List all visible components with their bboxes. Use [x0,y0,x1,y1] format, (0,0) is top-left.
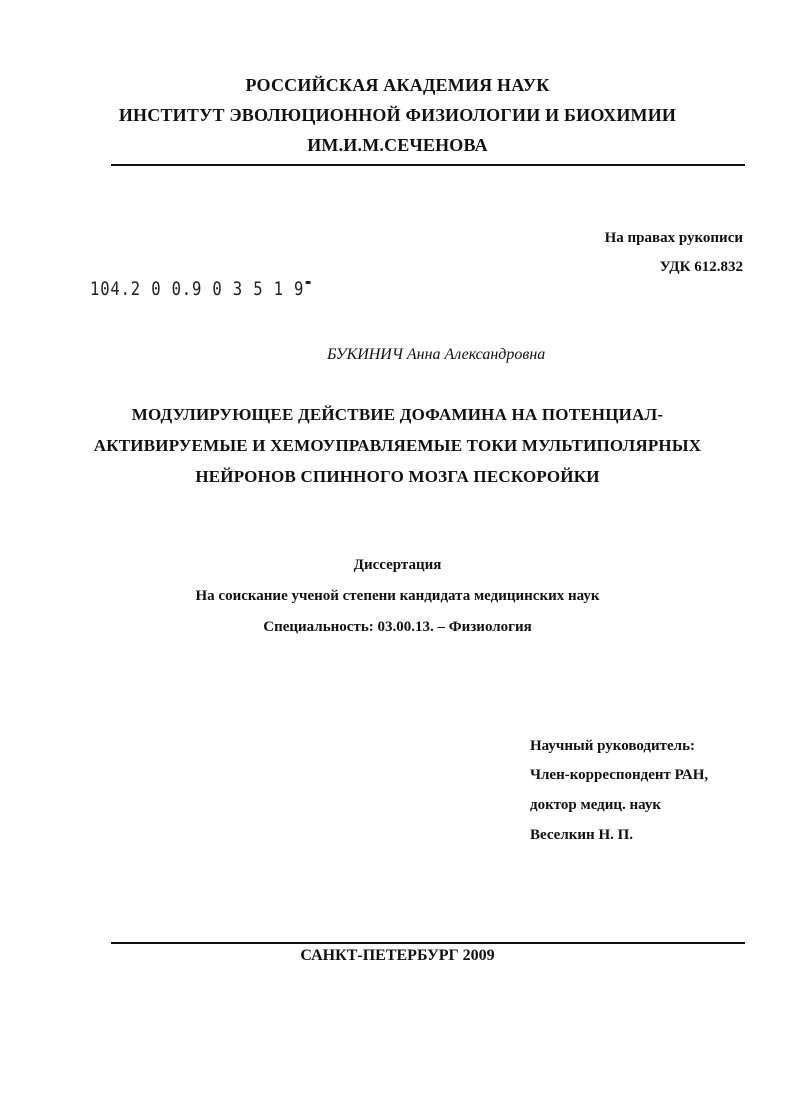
thesis-title-line-3: НЕЙРОНОВ СПИННОГО МОЗГА ПЕСКОРОЙКИ [195,467,600,486]
stamp-number: 104.2 0 0.9 0 3 5 1 9 [90,278,305,300]
author-surname: БУКИНИЧ [327,346,403,363]
institute-name: ИНСТИТУТ ЭВОЛЮЦИОННОЙ ФИЗИОЛОГИИ И БИОХИМИИ [118,105,677,125]
registration-stamp [90,278,311,300]
academy-name: РОССИЙСКАЯ АКАДЕМИЯ НАУК [245,75,550,95]
author-name [327,346,545,364]
thesis-title-line-1: МОДУЛИРУЮЩЕЕ ДЕЙСТВИЕ ДОФАМИНА НА ПОТЕНЦИАЛ- [131,405,664,424]
udc-code: УДК 612.832 [659,259,743,275]
header-divider [111,164,745,166]
city-year: САНКТ-ПЕТЕРБУРГ 2009 [300,947,495,964]
supervisor-label: Научный руководитель: [530,738,695,754]
thesis-title-line-2: АКТИВИРУЕМЫЕ И ХЕМОУПРАВЛЯЕМЫЕ ТОКИ МУЛЬТИПОЛЯРНЫХ [93,436,702,455]
supervisor-name: Веселкин Н. П. [530,827,634,843]
footer-divider [111,942,745,944]
institute-named-after: ИМ.И.М.СЕЧЕНОВА [307,135,488,155]
manuscript-rights: На правах рукописи [604,230,743,246]
specialty-statement: Специальность: 03.00.13. – Физиология [263,619,532,635]
author-given-name: Анна Александровна [406,346,546,363]
degree-statement: На соискание ученой степени кандидата медицинских наук [195,588,600,604]
supervisor-rank: Член-корреспондент РАН, [530,767,709,783]
supervisor-degree: доктор медиц. наук [530,797,662,813]
dissertation-type: Диссертация [353,557,442,573]
stamp-mark-icon [306,281,311,284]
